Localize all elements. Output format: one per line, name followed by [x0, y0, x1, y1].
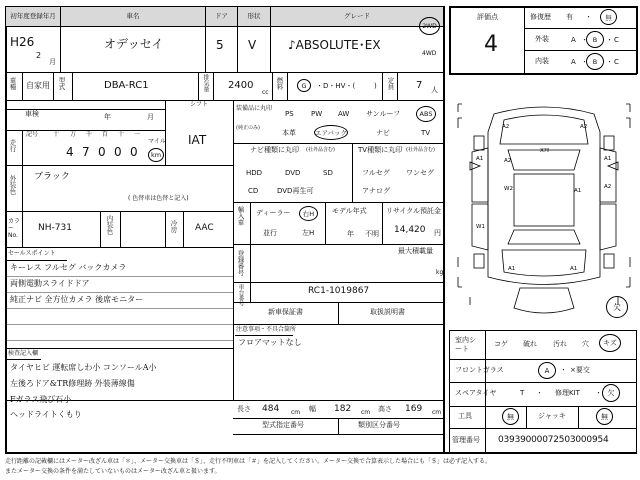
height-unit: cm	[432, 409, 442, 416]
color-label: 外装色	[8, 175, 17, 195]
height-label: 高さ	[378, 405, 392, 413]
mileage-digit: 0	[98, 145, 106, 159]
body-shape: V	[248, 38, 257, 52]
equip-navi: ナビ	[376, 129, 390, 137]
width-value: 182	[334, 404, 352, 414]
car-name-header: 車名	[61, 7, 205, 26]
fuel-close: )	[374, 82, 377, 90]
notes-text: フロアマットなし	[238, 338, 302, 347]
tool-label: 工具	[458, 412, 472, 420]
drive-4wd: 4WD	[422, 50, 437, 57]
interior-sep: ・	[581, 58, 588, 66]
exterior-a: A	[571, 36, 576, 44]
import-parallel: 並行	[263, 229, 277, 237]
damage-mark: Xﾌﾛ	[540, 148, 550, 154]
spare-missing-option-circle: 欠	[602, 384, 620, 402]
equipment-label: 装備品に丸印	[236, 105, 273, 112]
reg-no-label: 登録番号	[236, 250, 245, 276]
recycle-unit: 円	[434, 229, 441, 237]
mileage-digit: 0	[130, 145, 138, 159]
glass-sep: ・	[560, 366, 567, 374]
tv-analog: アナログ	[362, 187, 390, 195]
inspector-line: ヘッドライトくもり	[10, 410, 82, 419]
door-count: 5	[216, 38, 224, 52]
grade-header: グレード	[271, 7, 443, 26]
navi-dvd-play: DVD再生可	[277, 187, 314, 195]
recycle-value: 14,420	[394, 225, 426, 235]
length-label: 長さ	[237, 405, 251, 413]
damage-mark: A1	[574, 188, 582, 194]
equip-pw: PW	[311, 110, 323, 118]
model-label: 型式	[57, 77, 66, 90]
navi-hdd: HDD	[246, 169, 263, 177]
model-year-year: 年	[347, 230, 354, 238]
category-label: 類別区分番号	[358, 421, 400, 429]
shift-label: シフト	[190, 101, 209, 108]
interior-a: A	[571, 58, 576, 66]
length-value: 484	[262, 404, 280, 414]
equip-airbag-circle: エアバック	[314, 125, 348, 140]
color-value: ブラック	[34, 172, 70, 182]
capacity-unit: 人	[431, 86, 438, 94]
repair-label: 修復歴	[530, 13, 551, 21]
mgmt-no: 03939000072503000954	[498, 435, 609, 445]
spare-label: スペアタイヤ	[455, 389, 497, 397]
notes-label: 注意事項・不具合箇所	[236, 326, 297, 333]
jack-none-circle: 無	[596, 408, 613, 425]
car-damage-diagram	[450, 92, 638, 332]
exterior-sep: ・	[581, 36, 588, 44]
import-right-hand-circle: 右H	[299, 206, 318, 221]
repair-sep: ・	[585, 13, 592, 21]
exterior-c: C	[614, 36, 619, 44]
navi-cd: CD	[248, 187, 259, 195]
max-load-unit: kg	[436, 269, 444, 276]
seat-stain: 汚れ	[553, 340, 567, 348]
month-unit: 月	[49, 58, 56, 66]
width-label: 幅	[309, 405, 316, 413]
equip-sunroof: サンルーフ	[366, 110, 401, 118]
digit-label: 一	[134, 131, 141, 138]
import-dealer: ディーラー	[256, 209, 291, 217]
seat-label: 室内シート	[455, 336, 476, 354]
capacity-label: 定員	[386, 77, 395, 90]
height-value: 169	[405, 404, 423, 414]
grade-value: ♪ABSOLUTE･EX	[288, 38, 381, 52]
max-load-label: 最大積載量	[398, 247, 433, 255]
displacement-label: 排気量	[202, 74, 209, 92]
spare-kit: 修理KIT	[555, 389, 580, 397]
fuel-label: 燃料	[275, 77, 284, 90]
damage-mark: A2	[504, 158, 512, 164]
import-left-hand: 左H	[302, 229, 315, 237]
ac-label: 冷房	[169, 220, 178, 233]
digit-label: 万	[70, 131, 77, 138]
mgmt-label: 管理番号	[452, 436, 480, 444]
selling-point-line: キーレス フルセグ バックカメラ	[10, 263, 127, 272]
type-designation-label: 型式指定番号	[262, 421, 304, 429]
inspection-label: 車検	[25, 110, 39, 118]
footer-note-2: またメーター交換の条件を満たしていないものはメーター改ざん車と扱います。	[5, 468, 221, 475]
equip-leather: 本革	[282, 129, 296, 137]
damage-mark: W2	[504, 186, 513, 192]
door-header: ドア	[206, 7, 237, 26]
inspector-line: Fガラス飛び石小	[10, 395, 72, 404]
seat-burn: コゲ	[494, 340, 508, 348]
car-name: オデッセイ	[104, 37, 164, 51]
damage-mark: A1	[476, 156, 484, 162]
exterior-b-circle: B	[586, 31, 604, 48]
navi-dvd: DVD	[285, 169, 301, 177]
mileage-digit: 4	[66, 145, 74, 159]
damage-mark: A2	[604, 184, 612, 190]
chassis-no: RC1-1019867	[308, 286, 370, 296]
tv-oneseg: ワンセグ	[406, 169, 434, 177]
capacity-value: 7	[416, 80, 423, 91]
import-label: 輸入車	[236, 206, 245, 226]
drive-2wd-circle: 2WD	[419, 17, 440, 35]
damage-mark: A2	[580, 124, 588, 130]
seat-hole: 穴	[582, 340, 589, 348]
chassis-label: 車台番号	[237, 284, 244, 306]
reg-month: 2	[36, 51, 42, 60]
new-warranty: 新車保証書	[268, 308, 303, 316]
navi-header: ナビ種類に丸印	[250, 146, 299, 154]
model-value: DBA-RC1	[104, 80, 149, 91]
inspector-line: 左後ろドア&TR修理跡 外装薄線傷	[10, 379, 135, 388]
digit-label: 十	[118, 131, 125, 138]
length-unit: cm	[291, 409, 301, 416]
eval-score: 4	[484, 32, 498, 57]
displacement-unit: cc	[262, 89, 269, 96]
spare-t: T	[520, 389, 525, 397]
glass-a-circle: A	[538, 362, 556, 379]
displacement-value: 2400	[228, 80, 254, 91]
spare-sep: ・	[536, 389, 543, 397]
repair-no-circle: 無	[600, 9, 617, 25]
recycle-label: リサイクル預託金	[386, 207, 442, 215]
model-year-value: 不明	[365, 230, 379, 238]
reg-year: H26	[10, 35, 35, 49]
interior-color-label: 内装色	[105, 215, 114, 235]
tv-header: TV種類に丸印	[358, 146, 403, 154]
unit-km-circle: km	[148, 148, 164, 162]
damage-mark: A1	[604, 156, 612, 162]
fuel-other: ・D・HV・(	[316, 82, 356, 90]
mileage-label: 走行	[8, 139, 17, 152]
navi-sub: (社外品含む)	[306, 147, 335, 153]
eval-label: 評価点	[477, 13, 498, 21]
inspector-line: タイヤヒビ 運転席しわ小 コンソールA小	[10, 363, 157, 372]
interior-b-circle: B	[586, 53, 604, 70]
equip-abs-circle: ABS	[416, 106, 436, 122]
interior-sep2: ・	[606, 58, 613, 66]
glass-replace: ×要交	[570, 366, 590, 374]
manual: 取扱説明書	[370, 308, 405, 316]
car-type-label: 車種	[8, 77, 17, 90]
width-unit: cm	[361, 409, 371, 416]
inspection-year: 年	[104, 113, 111, 121]
seat-tear: 破れ	[523, 340, 537, 348]
shape-header: 形状	[238, 7, 270, 26]
equipment-sub: (純正のみ)	[236, 125, 260, 131]
tv-fullseg: フルセグ	[362, 169, 390, 177]
exterior-label: 外装	[535, 35, 549, 43]
seat-scratch-circle: キズ	[599, 334, 621, 352]
selling-points-label: セールスポイント	[8, 250, 56, 257]
damage-mark: A2	[502, 124, 510, 130]
mileage-digit: 7	[82, 145, 90, 159]
spare-missing-circle: 欠	[606, 296, 628, 318]
damage-mark: A1	[570, 266, 578, 272]
footer-note-1: 走行距離の記載欄にはメーター改ざん車は「＊」、メーター交換車は「＄」、走行不明車は「＃」を記入してください。メーター交換で合算表示した場合にも「＄」は必ず記入する。	[5, 458, 492, 465]
tv-sub: (社外品含む)	[406, 147, 435, 153]
shift-value: IAT	[188, 133, 207, 147]
model-year-label: モデル年式	[332, 207, 367, 215]
selling-point-line: 両側電動スライドドア	[10, 279, 90, 288]
glass-label: フロントガラス	[455, 366, 504, 374]
exterior-sep2: ・	[606, 36, 613, 44]
first-reg-header: 初年度登録年月	[6, 7, 60, 26]
interior-label: 内装	[535, 57, 549, 65]
use-value: 自家用	[26, 81, 50, 90]
equip-aw: AW	[338, 110, 350, 118]
interior-c: C	[614, 58, 619, 66]
navi-sd: SD	[323, 169, 333, 177]
equip-ps: PS	[285, 110, 294, 118]
color-note: ( 色替車は色替と記入)	[128, 195, 189, 202]
mileage-memo-label: 記号	[26, 131, 39, 138]
digit-label: 百	[102, 131, 109, 138]
digit-label: 千	[86, 131, 93, 138]
damage-mark: W1	[476, 224, 485, 230]
ac-value: AAC	[195, 223, 214, 233]
equip-tv: TV	[421, 129, 431, 137]
color-no-label: カラーNo.	[8, 218, 21, 240]
selling-point-line: 純正ナビ 全方位カメラ 後席モニター	[10, 295, 144, 304]
digit-label: 十	[53, 131, 60, 138]
mileage-digit: 0	[114, 145, 122, 159]
repair-yes: 有	[566, 13, 573, 21]
inspection-month: 月	[147, 113, 154, 121]
fuel-g-circle: G	[297, 79, 311, 92]
inspector-label: 検査記入欄	[8, 350, 39, 357]
damage-mark: A1	[508, 266, 516, 272]
unit-mile: マイル	[148, 138, 166, 145]
jack-label: ジャッキ	[538, 412, 566, 420]
tool-none-circle: 無	[502, 408, 519, 425]
color-no-value: NH-731	[38, 223, 72, 233]
spare-sep2: ・	[595, 389, 602, 397]
